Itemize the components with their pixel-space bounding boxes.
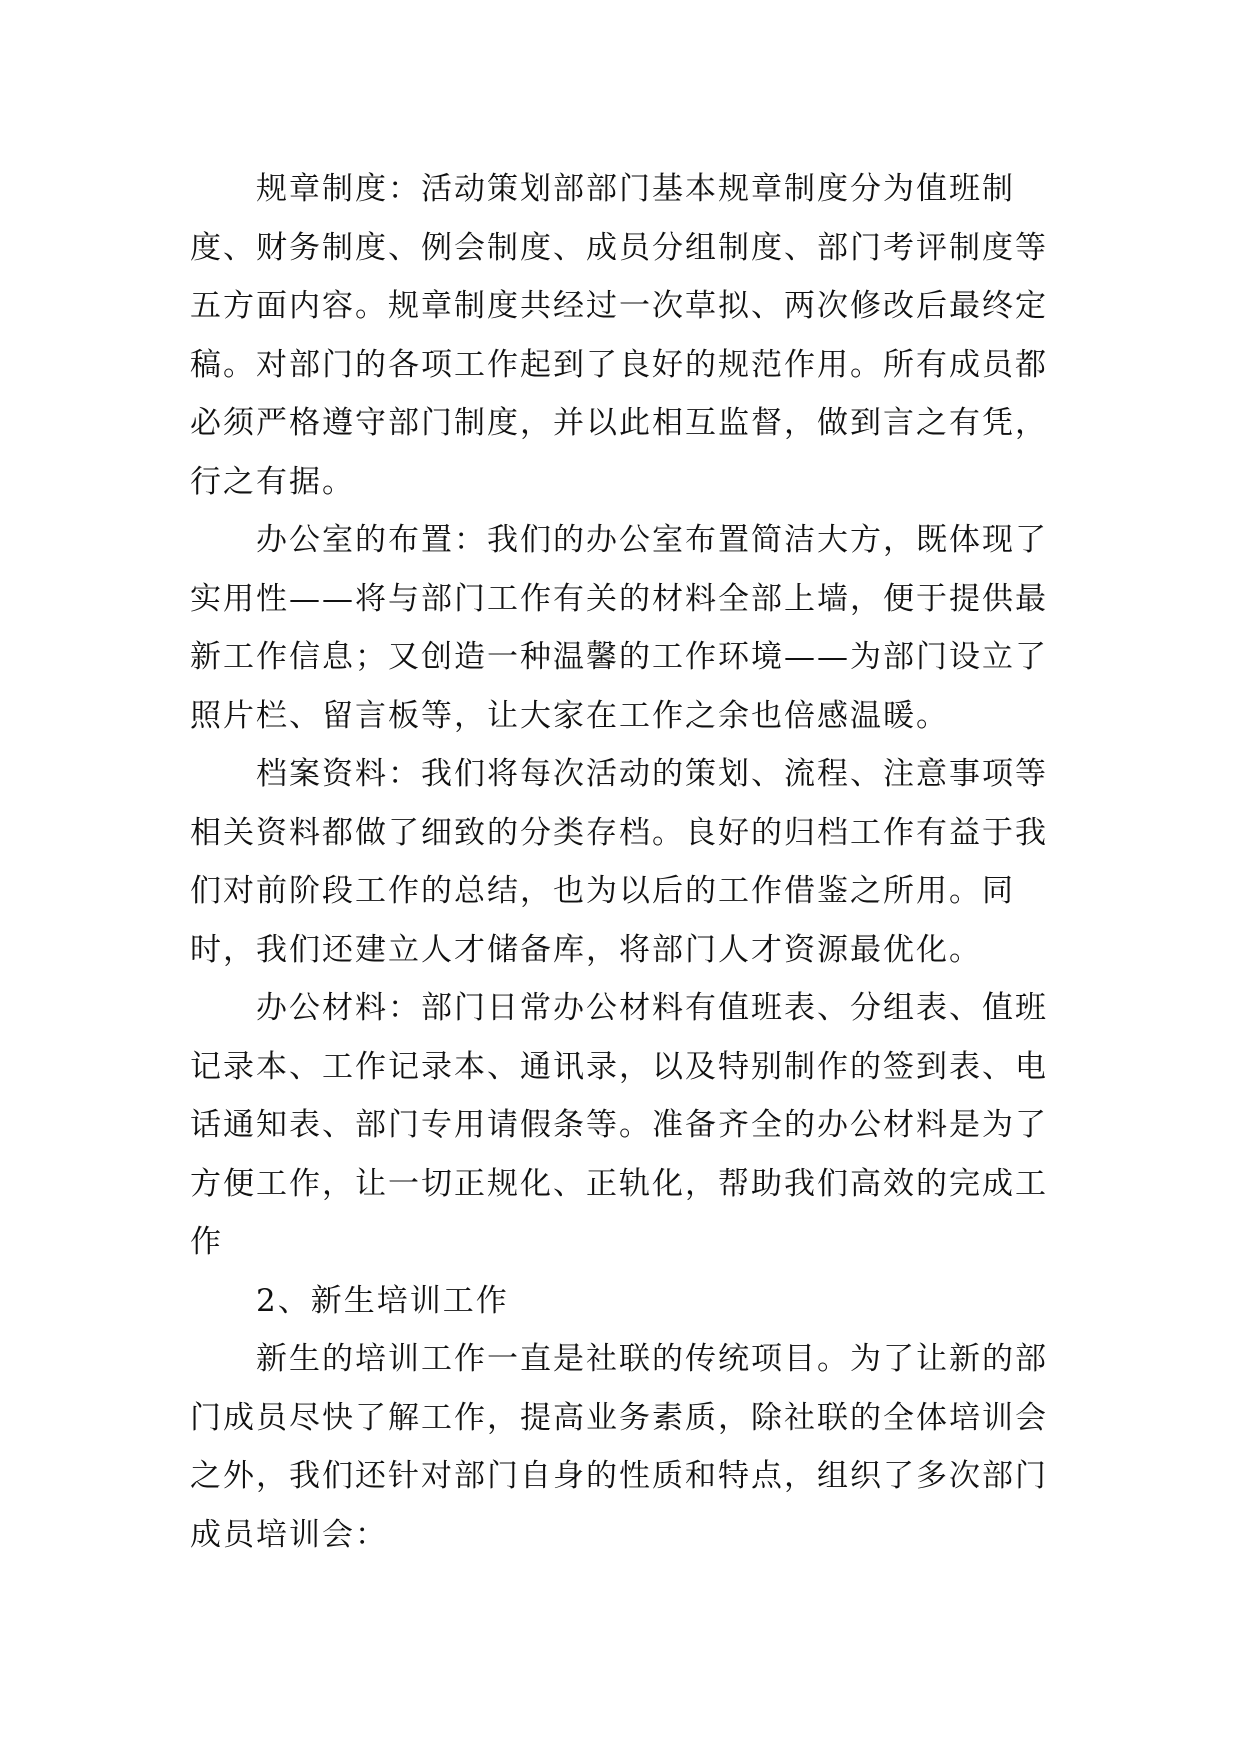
paragraph-new-member-training: 新生的培训工作一直是社联的传统项目。为了让新的部门成员尽快了解工作，提高业务素质，除社联的全体培训会之外，我们还针对部门自身的性质和特点，组织了多次部门成员培训会： [190, 1341, 1048, 1553]
paragraph-office-layout: 办公室的布置：我们的办公室布置简洁大方，既体现了实用性——将与部门工作有关的材料全部上墙，便于提供最新工作信息；又创造一种温馨的工作环境——为部门设立了照片栏、留言板等，让大家在工作之余也倍感温暖。 [190, 522, 1048, 734]
paragraph-office-materials: 办公材料：部门日常办公材料有值班表、分组表、值班记录本、工作记录本、通讯录，以及特别制作的签到表、电话通知表、部门专用请假条等。准备齐全的办公材料是为了方便工作，让一切正规化、正轨化，帮助我们高效的完成工作 [190, 990, 1048, 1260]
section-heading-training: 2、新生培训工作 [256, 1282, 509, 1319]
paragraph-archives: 档案资料：我们将每次活动的策划、流程、注意事项等相关资料都做了细致的分类存档。良好的归档工作有益于我们对前阶段工作的总结，也为以后的工作借鉴之所用。同时，我们还建立人才储备库，将部门人才资源最优化。 [190, 756, 1048, 968]
paragraph-regulations: 规章制度：活动策划部部门基本规章制度分为值班制度、财务制度、例会制度、成员分组制度、部门考评制度等五方面内容。规章制度共经过一次草拟、两次修改后最终定稿。对部门的各项工作起到了良好的规范作用。所有成员都必须严格遵守部门制度，并以此相互监督，做到言之有凭，行之有据。 [190, 171, 1048, 500]
document-body [190, 160, 1080, 1564]
